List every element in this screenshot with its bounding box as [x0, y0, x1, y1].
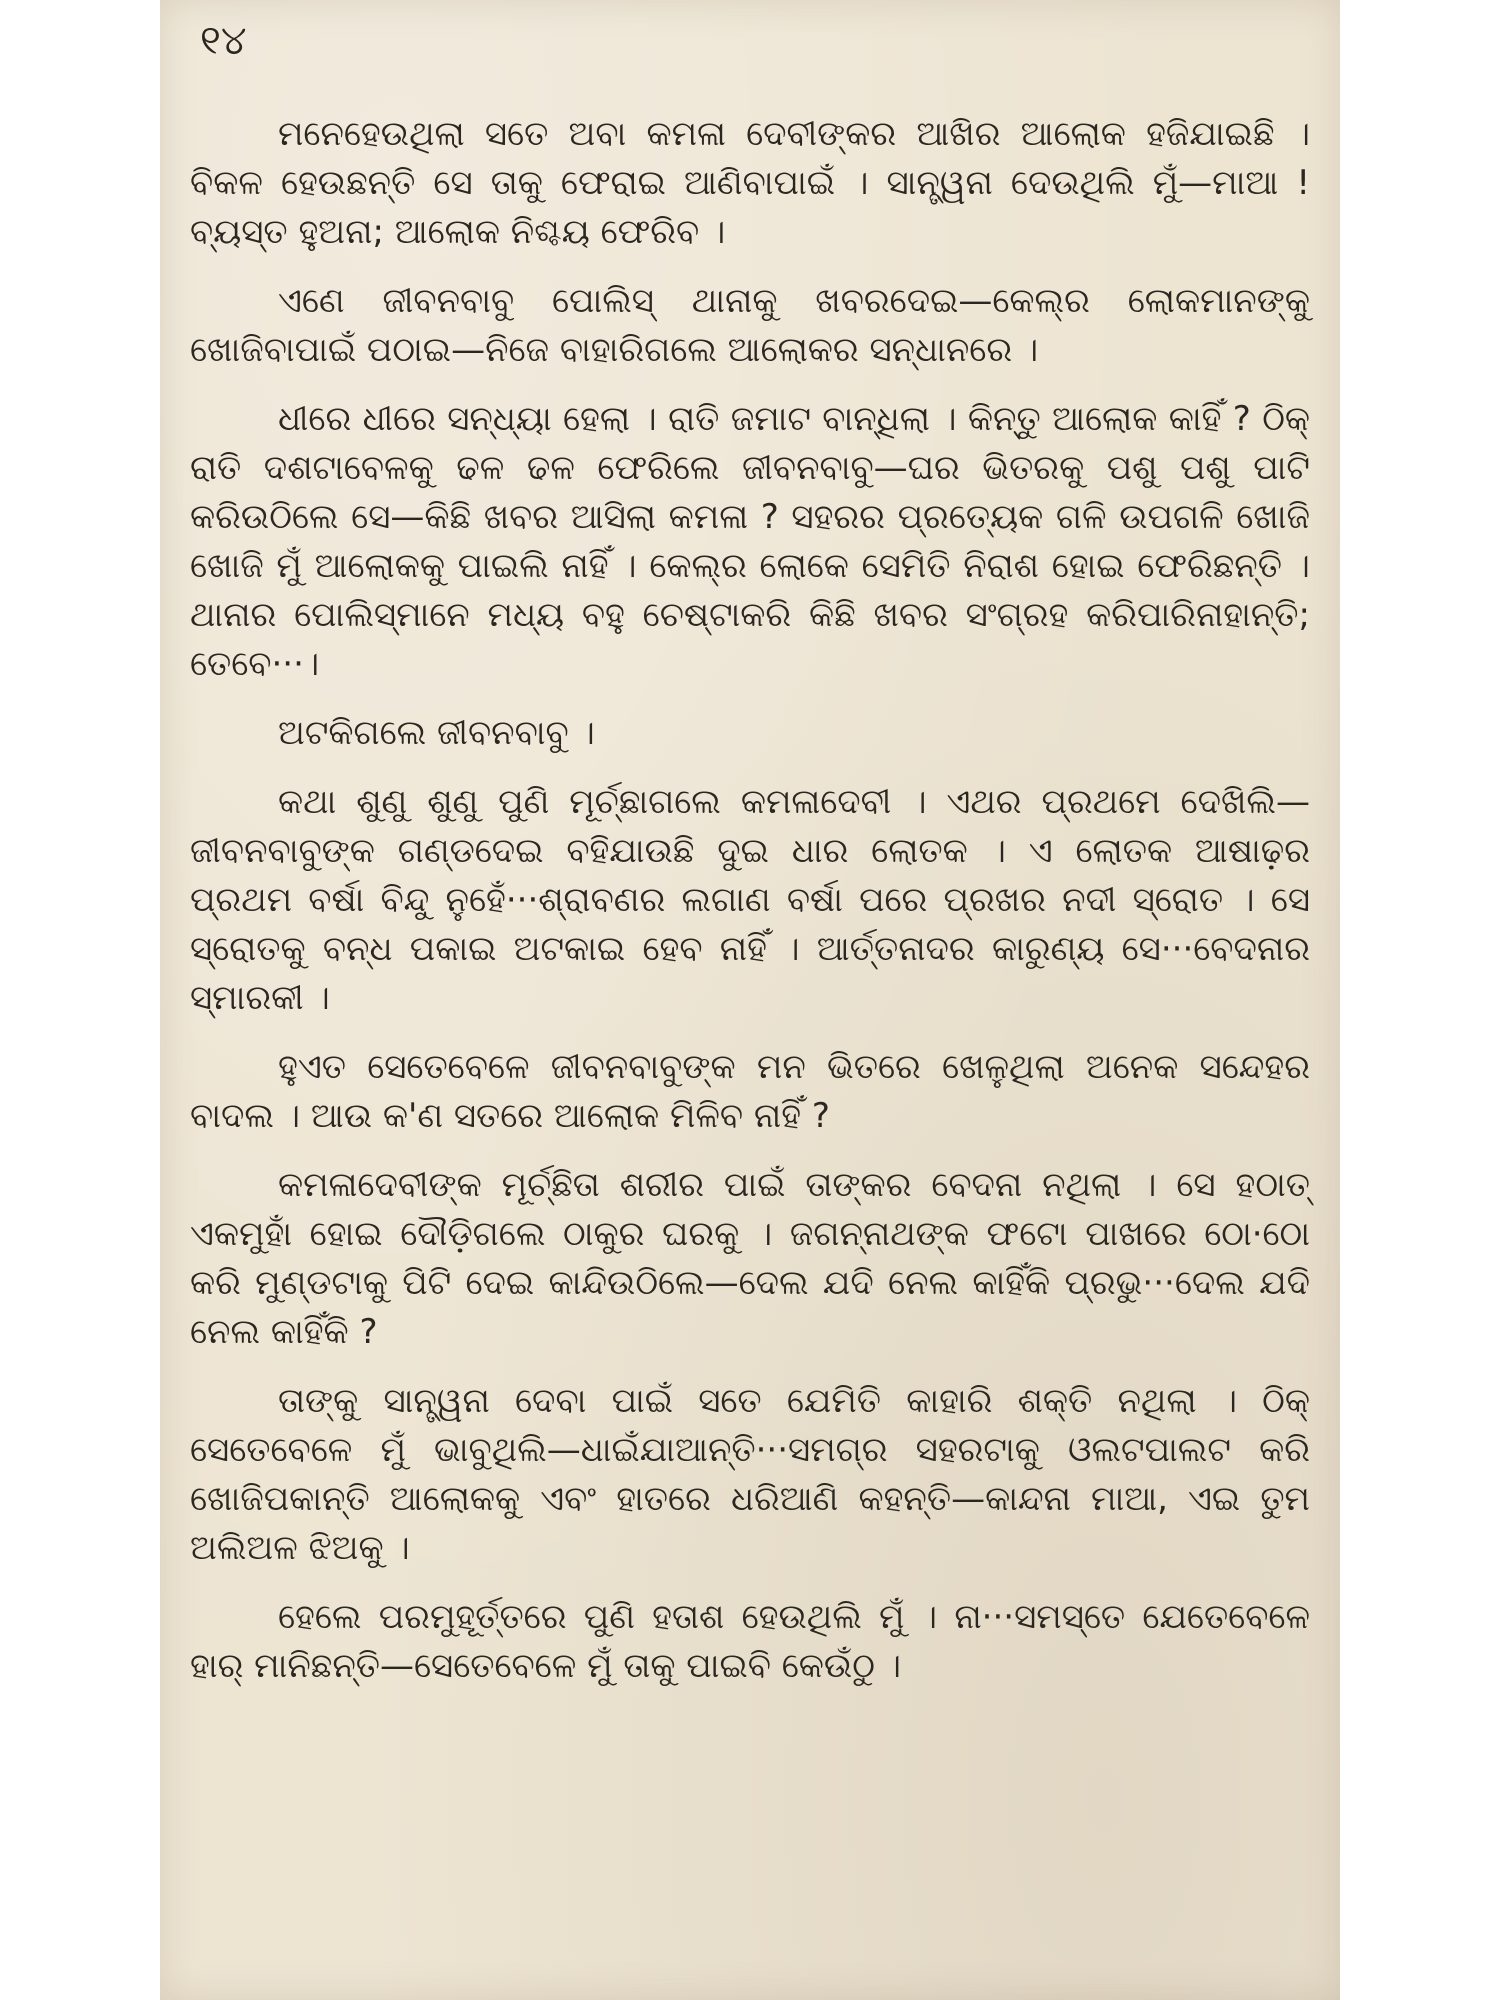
paragraph: ଧୀରେ ଧୀରେ ସନ୍ଧ୍ୟା ହେଲା । ରାତି ଜମାଟ ବାନ୍ଧିଲା । କିନ୍ତୁ ଆଲୋକ କାହିଁ ? ଠିକ୍ ରାତି ଦଶଟାବେଳକୁ ଢଳ ଢଳ ଫେରିଲେ ଜୀବନବାବୁ—ଘର ଭିତରକୁ ପଶୁ ପଶୁ ପାଟି କରିଉଠିଲେ ସେ—କିଛି ଖବର ଆସିଲା କମଳା ? ସହରର ପ୍ରତ୍ୟେକ ଗଳି ଉପଗଳି ଖୋଜି ଖୋଜି ମୁଁ ଆଲୋକକୁ ପାଇଲି ନାହିଁ । କେଲ୍‌ର ଲୋକେ ସେମିତି ନିରାଶ ହୋଇ ଫେରିଛନ୍ତି । ଥାନାର ପୋଲିସ୍‌ମାନେ ମଧ୍ୟ ବହୁ ଚେଷ୍ଟାକରି କିଛି ଖବର ସଂଗ୍ରହ କରିପାରିନାହାନ୍ତି; ତେବେ···।: [190, 399, 1310, 684]
page-body-text: [190, 110, 1310, 1711]
page-number: ୧୪: [200, 18, 247, 64]
paragraph: ତାଙ୍କୁ ସାନ୍ତ୍ୱନା ଦେବା ପାଇଁ ସତେ ଯେମିତି କାହାରି ଶକ୍ତି ନଥିଲା । ଠିକ୍ ସେତେବେଳେ ମୁଁ ଭାବୁଥିଲି—ଧାଇଁଯାଆନ୍ତି···ସମଗ୍ର ସହରଟାକୁ ଓଲଟପାଲଟ କରି ଖୋଜିପକାନ୍ତି ଆଲୋକକୁ ଏବଂ ହାତରେ ଧରିଆଣି କହନ୍ତି—କାନ୍ଦନା ମାଆ, ଏଇ ତୁମ ଅଲିଅଳ ଝିଅକୁ ।: [190, 1381, 1310, 1568]
paragraph: କଥା ଶୁଣୁ ଶୁଣୁ ପୁଣି ମୂର୍ଚ୍ଛାଗଲେ କମଳାଦେବୀ । ଏଥର ପ୍ରଥମେ ଦେଖିଲି—ଜୀବନବାବୁଙ୍କ ଗଣ୍ଡଦେଇ ବହିଯାଉଛି ଦୁଇ ଧାର ଲୋତକ । ଏ ଲୋତକ ଆଷାଢ଼ର ପ୍ରଥମ ବର୍ଷା ବିନ୍ଦୁ ନୁହେଁ···ଶ୍ରାବଣର ଲଗାଣ ବର୍ଷା ପରେ ପ୍ରଖର ନଦୀ ସ୍ରୋତ । ସେ ସ୍ରୋତକୁ ବନ୍ଧ ପକାଇ ଅଟକାଇ ହେବ ନାହିଁ । ଆର୍ତ୍ତନାଦର କାରୁଣ୍ୟ ସେ···ବେଦନାର ସ୍ମାରକୀ ।: [190, 782, 1310, 1018]
paragraph: ହେଲେ ପରମୁହୂର୍ତ୍ତରେ ପୁଣି ହତାଶ ହେଉଥିଲି ମୁଁ । ନା···ସମସ୍ତେ ଯେତେବେଳେ ହାର୍ ମାନିଛନ୍ତି—ସେତେବେଳେ ମୁଁ ତାକୁ ପାଇବି କେଉଁଠୁ ।: [190, 1597, 1310, 1686]
paragraph: ମନେହେଉଥିଲା ସତେ ଅବା କମଳା ଦେବୀଙ୍କର ଆଖିର ଆଲୋକ ହଜିଯାଇଛି । ବିକଳ ହେଉଛନ୍ତି ସେ ତାକୁ ଫେରାଇ ଆଣିବାପାଇଁ । ସାନ୍ତ୍ୱନା ଦେଉଥିଲି ମୁଁ—ମାଆ ! ବ୍ୟସ୍ତ ହୁଅନା; ଆଲୋକ ନିଶ୍ଚୟ ଫେରିବ ।: [190, 114, 1310, 252]
paragraph: କମଳାଦେବୀଙ୍କ ମୂର୍ଚ୍ଛିତା ଶରୀର ପାଇଁ ତାଙ୍କର ବେଦନା ନଥିଲା । ସେ ହଠାତ୍ ଏକମୁହାଁ ହୋଇ ଦୌଡ଼ିଗଲେ ଠାକୁର ଘରକୁ । ଜଗନ୍ନାଥଙ୍କ ଫଟୋ ପାଖରେ ଠୋ·ଠୋ କରି ମୁଣ୍ଡଟାକୁ ପିଟି ଦେଇ କାନ୍ଦିଉଠିଲେ—ଦେଲ ଯଦି ନେଲ କାହିଁକି ପ୍ରଭୁ···ଦେଲ ଯଦି ନେଲ କାହିଁକି ?: [190, 1165, 1310, 1352]
paragraph: ଏଣେ ଜୀବନବାବୁ ପୋଲିସ୍ ଥାନାକୁ ଖବରଦେଇ—କେଲ୍‌ର ଲୋକମାନଙ୍କୁ ଖୋଜିବାପାଇଁ ପଠାଇ—ନିଜେ ବାହାରିଗଲେ ଆଲୋକର ସନ୍ଧାନରେ ।: [190, 281, 1310, 370]
book-page: [160, 0, 1340, 2000]
paragraph: ହୁଏତ ସେତେବେଳେ ଜୀବନବାବୁଙ୍କ ମନ ଭିତରେ ଖେଳୁଥିଲା ଅନେକ ସନ୍ଦେହର ବାଦଲ । ଆଉ କ'ଣ ସତରେ ଆଲୋକ ମିଳିବ ନାହିଁ ?: [190, 1047, 1310, 1136]
paragraph: ଅଟକିଗଲେ ଜୀବନବାବୁ ।: [278, 713, 595, 753]
